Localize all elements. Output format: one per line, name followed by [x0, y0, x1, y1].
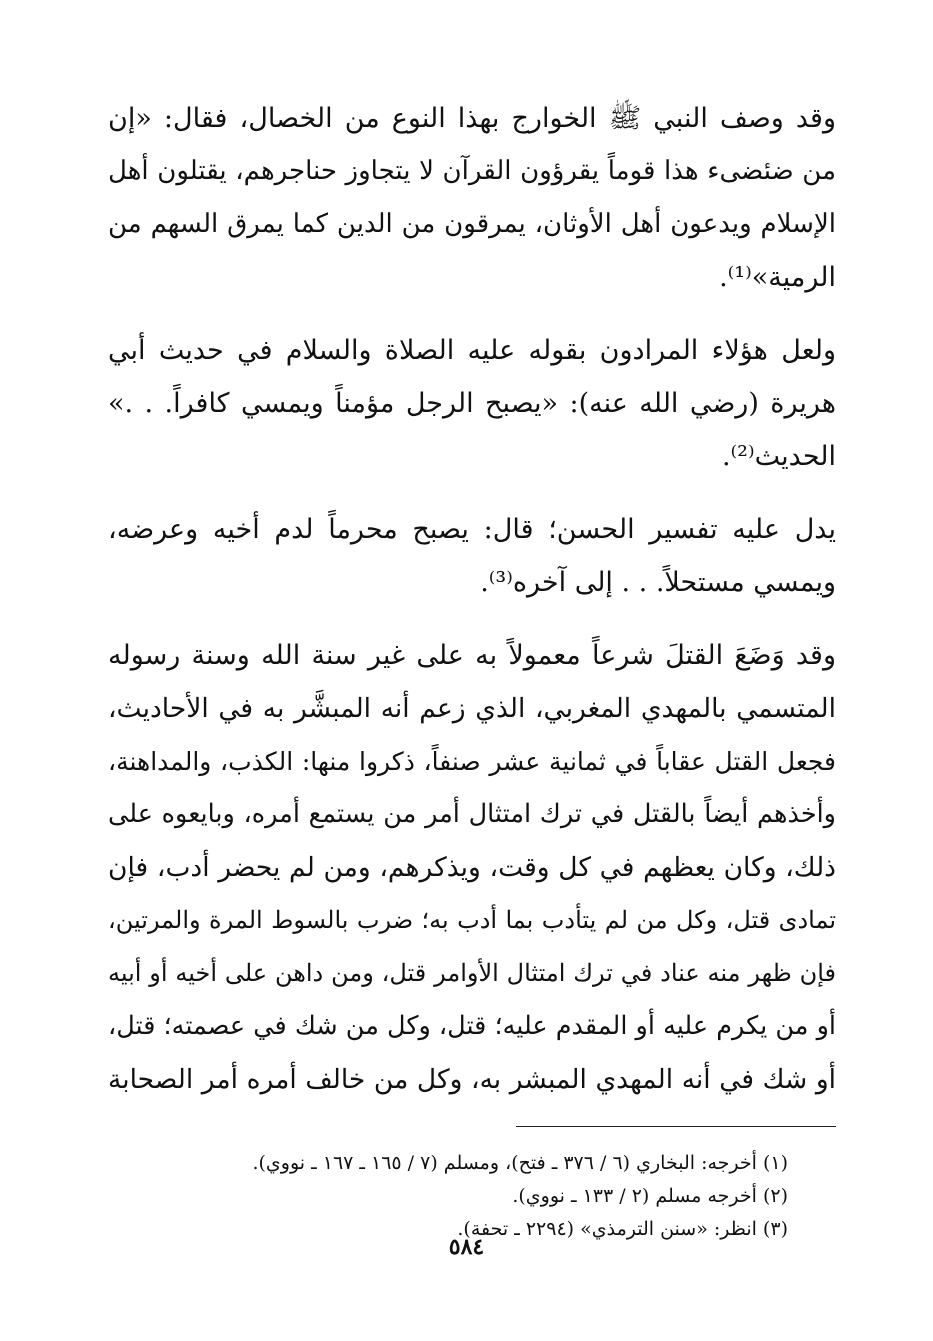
text-line: ويمسي مستحلاً. . . إلى آخره⁽³⁾. [480, 567, 836, 598]
text-line: المتسمي بالمهدي المغربي، الذي زعم أنه المبشَّر به في الأحاديث، [108, 693, 836, 724]
footnote-divider [516, 1126, 836, 1127]
text-line: من ضئضىء هذا قوماً يقرؤون القرآن لا يتجاوز حناجرهم، يقتلون أهل [108, 156, 836, 186]
paragraph-4 [108, 629, 836, 1106]
text-line: الإسلام ويدعون أهل الأوثان، يمرقون من الدين كما يمرق السهم من [108, 209, 836, 239]
text-line: أو شك في أنه المهدي المبشر به، وكل من خالف أمره أمر الصحابة [108, 1064, 836, 1095]
text-line: هريرة (رضي الله عنه): «يصبح الرجل مؤمناً ويمسي كافراً. . .» [108, 388, 836, 419]
text-line: الرمية»⁽¹⁾. [719, 262, 836, 293]
text-line: فجعل القتل عقاباً في ثمانية عشر صنفاً، ذكروا منها: الكذب، والمداهنة، [108, 747, 836, 776]
text-line: فإن ظهر منه عناد في ترك امتثال الأوامر قتل، ومن داهن على أخيه أو أبيه [108, 959, 836, 987]
paragraph-2 [108, 324, 836, 483]
footnote-1: (١) أخرجه: البخاري (٦ / ٣٧٦ ـ فتح)، ومسلم (٧ / ١٦٥ ـ ١٦٧ ـ نووي). [252, 1152, 788, 1174]
page-number: ٥٨٤ [448, 1234, 485, 1260]
text-line: الحديث⁽²⁾. [721, 441, 836, 472]
footnote-2: (٢) أخرجه مسلم (٢ / ١٣٣ ـ نووي). [512, 1185, 788, 1207]
text-line: أو من يكرم عليه أو المقدم عليه؛ قتل، وكل من شك في عصمته؛ قتل، [108, 1011, 836, 1041]
paragraph-1 [108, 92, 836, 304]
text-line: وقد وَضَعَ القتلَ شرعاً معمولاً به على غير سنة الله وسنة رسوله [108, 640, 836, 671]
text-line: وأخذهم أيضاً بالقتل في ترك امتثال أمر من يستمع أمره، وبايعوه على [108, 799, 836, 829]
footnote-3: (٣) انظر: «سنن الترمذي» (٢٢٩٤ ـ تحفة). [457, 1218, 788, 1240]
text-line: وقد وصف النبي ﷺ الخوارج بهذا النوع من الخصال، فقال: «إن [108, 103, 836, 134]
text-line: تمادى قتل، وكل من لم يتأدب بما أدب به؛ ضرب بالسوط المرة والمرتين، [108, 906, 836, 934]
text-line: ولعل هؤلاء المرادون بقوله عليه الصلاة والسلام في حديث أبي [108, 335, 836, 366]
page-body [108, 92, 836, 1246]
text-line: يدل عليه تفسير الحسن؛ قال: يصبح محرماً لدم أخيه وعرضه، [108, 514, 836, 545]
paragraph-3 [108, 503, 836, 609]
text-line: ذلك، وكان يعظهم في كل وقت، ويذكرهم، ومن لم يحضر أدب، فإن [108, 852, 836, 883]
footnotes [108, 1147, 836, 1246]
